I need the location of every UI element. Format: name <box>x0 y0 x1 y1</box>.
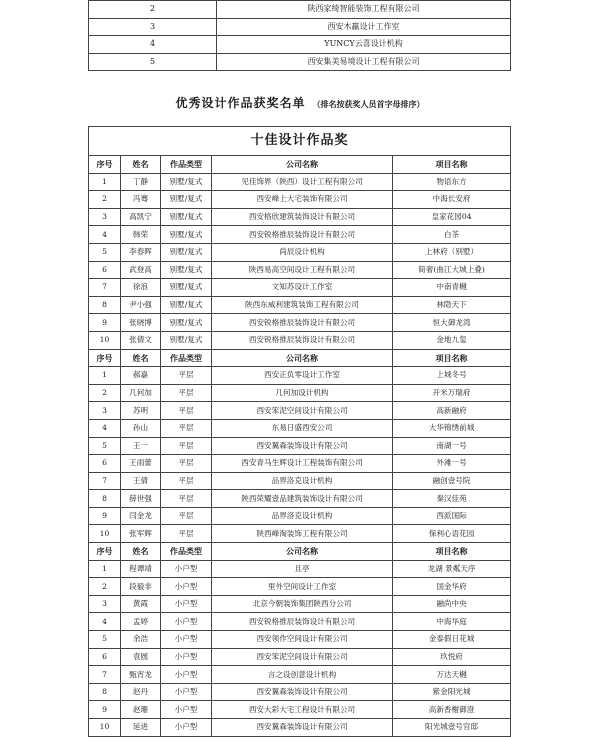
designer-name: 孟婷 <box>121 613 161 631</box>
row-number: 1 <box>89 367 121 385</box>
row-number: 6 <box>89 648 121 666</box>
row-number: 4 <box>89 36 217 54</box>
section-title: 优秀设计作品获奖名单 <box>175 96 306 110</box>
project-name: 外滩一号 <box>393 455 511 473</box>
work-type: 平层 <box>161 367 212 385</box>
table-header-row <box>89 156 511 174</box>
work-type: 平层 <box>161 507 212 525</box>
row-number: 10 <box>89 719 121 737</box>
company-name: 西安锐格推辰装饰设计有限公司 <box>212 613 393 631</box>
project-name: 融尚中央 <box>393 595 511 613</box>
company-name: 见佳饰界（陕西）设计工程有限公司 <box>212 173 393 191</box>
work-type: 平层 <box>161 402 212 420</box>
work-type: 平层 <box>161 455 212 473</box>
project-name: 金泰假日花城 <box>393 631 511 649</box>
company-name: 陕西峰淘装饰工程有限公司 <box>212 525 393 543</box>
table-row <box>89 507 511 525</box>
row-number: 4 <box>89 226 121 244</box>
company-name: 西安集美易境设计工程有限公司 <box>217 53 511 71</box>
designer-name: 闫金龙 <box>121 507 161 525</box>
work-type: 小户型 <box>161 560 212 578</box>
table-row <box>89 314 511 332</box>
designer-name: 余浩 <box>121 631 161 649</box>
row-number: 2 <box>89 1 217 19</box>
company-list-row <box>89 18 511 36</box>
project-name: 保利心语花园 <box>393 525 511 543</box>
company-name: 言之设创意设计机构 <box>212 666 393 684</box>
company-name: YUNCY云喜设计机构 <box>217 36 511 54</box>
company-name: 西安翼森装饰设计有限公司 <box>212 437 393 455</box>
row-number: 7 <box>89 666 121 684</box>
project-name: 林隐天下 <box>393 296 511 314</box>
work-type: 别墅/复式 <box>161 191 212 209</box>
company-name: 西安格欣建筑装饰设计有限公司 <box>212 208 393 226</box>
company-name: 陕西易高空间设计工程有限公司 <box>212 261 393 279</box>
work-type: 别墅/复式 <box>161 296 212 314</box>
company-name: 西安木羸设计工作室 <box>217 18 511 36</box>
award-table-title-row <box>89 127 511 156</box>
row-number: 2 <box>89 384 121 402</box>
table-row <box>89 191 511 209</box>
header-company: 公司名称 <box>212 156 393 174</box>
table-row <box>89 560 511 578</box>
table-row <box>89 296 511 314</box>
table-row <box>89 595 511 613</box>
project-name: 秦汉佳苑 <box>393 490 511 508</box>
work-type: 小户型 <box>161 666 212 684</box>
header-project: 项目名称 <box>393 349 511 367</box>
project-name: 玖悦府 <box>393 648 511 666</box>
project-name: 融创壹号院 <box>393 472 511 490</box>
work-type: 别墅/复式 <box>161 331 212 349</box>
designer-name: 黄霞 <box>121 595 161 613</box>
company-name: 北京今朝装饰集团陕西分公司 <box>212 595 393 613</box>
company-list-row <box>89 1 511 19</box>
designer-name: 高凯宁 <box>121 208 161 226</box>
project-name: 紫金阳光城 <box>393 683 511 701</box>
header-no: 序号 <box>89 156 121 174</box>
table-header-row <box>89 543 511 561</box>
company-name: 文知苏设计工作室 <box>212 279 393 297</box>
designer-name: 苏明 <box>121 402 161 420</box>
company-name: 陕西家绮智能装饰工程有限公司 <box>217 1 511 19</box>
header-type: 作品类型 <box>161 543 212 561</box>
table-row <box>89 631 511 649</box>
company-name: 西安笨泥空间设计有限公司 <box>212 648 393 666</box>
project-name: 恒大御龙湾 <box>393 314 511 332</box>
row-number: 6 <box>89 261 121 279</box>
company-name: 西安青马生辉设计工程装饰有限公司 <box>212 455 393 473</box>
work-type: 别墅/复式 <box>161 208 212 226</box>
company-list-body <box>89 1 511 71</box>
company-name: 品界洛克设计机构 <box>212 507 393 525</box>
work-type: 平层 <box>161 490 212 508</box>
work-type: 别墅/复式 <box>161 226 212 244</box>
designer-name: 几何加 <box>121 384 161 402</box>
project-name: 南湖一号 <box>393 437 511 455</box>
designer-name: 张晓博 <box>121 314 161 332</box>
header-no: 序号 <box>89 543 121 561</box>
project-name: 上林府（别墅） <box>393 243 511 261</box>
row-number: 6 <box>89 455 121 473</box>
row-number: 8 <box>89 296 121 314</box>
project-name: 物语东方 <box>393 173 511 191</box>
project-name: 中海长安府 <box>393 191 511 209</box>
designer-name: 张倩文 <box>121 331 161 349</box>
work-type: 别墅/复式 <box>161 173 212 191</box>
project-name: 开米万瑞府 <box>393 384 511 402</box>
table-row <box>89 472 511 490</box>
row-number: 7 <box>89 472 121 490</box>
header-name: 姓名 <box>121 349 161 367</box>
project-name: 中海华庭 <box>393 613 511 631</box>
company-name: 西安翼森装饰设计有限公司 <box>212 719 393 737</box>
work-type: 小户型 <box>161 631 212 649</box>
work-type: 小户型 <box>161 701 212 719</box>
table-row <box>89 367 511 385</box>
row-number: 10 <box>89 525 121 543</box>
project-name: 龙湖 景粼天序 <box>393 560 511 578</box>
work-type: 小户型 <box>161 683 212 701</box>
work-type: 小户型 <box>161 648 212 666</box>
company-name: 西安锐格推辰装饰设计有限公司 <box>212 314 393 332</box>
project-name: 上城冬号 <box>393 367 511 385</box>
project-name: 西派国际 <box>393 507 511 525</box>
header-name: 姓名 <box>121 543 161 561</box>
row-number: 10 <box>89 331 121 349</box>
row-number: 5 <box>89 243 121 261</box>
company-name: 东易日盛西安公司 <box>212 419 393 437</box>
designer-name: 延进 <box>121 719 161 737</box>
company-name: 陕西东威利建筑装饰工程有限公司 <box>212 296 393 314</box>
project-name: 中南青樾 <box>393 279 511 297</box>
company-name: 里外空间设计工作室 <box>212 578 393 596</box>
row-number: 1 <box>89 173 121 191</box>
header-type: 作品类型 <box>161 156 212 174</box>
designer-name: 武登高 <box>121 261 161 279</box>
company-name: 品界洛克设计机构 <box>212 472 393 490</box>
table-row <box>89 613 511 631</box>
project-name: 万达天樾 <box>393 666 511 684</box>
company-list-row <box>89 53 511 71</box>
row-number: 9 <box>89 314 121 332</box>
table-row <box>89 243 511 261</box>
row-number: 8 <box>89 683 121 701</box>
company-name: 几何加设计机构 <box>212 384 393 402</box>
designer-name: 王倩 <box>121 472 161 490</box>
company-name: 西安大彩大宅工程设计有限公司 <box>212 701 393 719</box>
project-name: 高新香榭御澄 <box>393 701 511 719</box>
table-row <box>89 490 511 508</box>
work-type: 小户型 <box>161 595 212 613</box>
header-company: 公司名称 <box>212 543 393 561</box>
table-row <box>89 226 511 244</box>
company-name: 西安锐格推辰装饰设计有限公司 <box>212 331 393 349</box>
project-name: 阳光城壹号官邸 <box>393 719 511 737</box>
table-row <box>89 701 511 719</box>
table-header-row <box>89 349 511 367</box>
work-type: 小户型 <box>161 719 212 737</box>
award-table-title: 十佳设计作品奖 <box>89 127 511 156</box>
designer-name: 赵丹 <box>121 683 161 701</box>
company-name: 西安领作空间设计有限公司 <box>212 631 393 649</box>
table-row <box>89 208 511 226</box>
designer-name: 徐浪 <box>121 279 161 297</box>
designer-name: 甄宵龙 <box>121 666 161 684</box>
designer-name: 孙山 <box>121 419 161 437</box>
project-name: 皇家花园04 <box>393 208 511 226</box>
company-name: 西安笨泥空间设计有限公司 <box>212 402 393 420</box>
company-list-table <box>88 0 511 71</box>
company-name: 陕西荣耀壹品建筑装饰设计有限公司 <box>212 490 393 508</box>
table-row <box>89 683 511 701</box>
company-name: 且亭 <box>212 560 393 578</box>
table-row <box>89 578 511 596</box>
designer-name: 程谭靖 <box>121 560 161 578</box>
work-type: 别墅/复式 <box>161 314 212 332</box>
company-name: 西安正负零设计工作室 <box>212 367 393 385</box>
work-type: 别墅/复式 <box>161 279 212 297</box>
company-name: 西安翼森装饰设计有限公司 <box>212 683 393 701</box>
project-name: 金地九玺 <box>393 331 511 349</box>
designer-name: 韩荣 <box>121 226 161 244</box>
project-name: 大华锦绣前城 <box>393 419 511 437</box>
award-table-body <box>89 127 511 737</box>
row-number: 8 <box>89 490 121 508</box>
table-row <box>89 279 511 297</box>
designer-name: 郝嘉 <box>121 367 161 385</box>
header-project: 项目名称 <box>393 543 511 561</box>
work-type: 平层 <box>161 419 212 437</box>
table-row <box>89 173 511 191</box>
row-number: 3 <box>89 208 121 226</box>
section-heading <box>0 92 600 111</box>
work-type: 平层 <box>161 472 212 490</box>
designer-name: 赵珊 <box>121 701 161 719</box>
header-no: 序号 <box>89 349 121 367</box>
row-number: 7 <box>89 279 121 297</box>
designer-name: 丁静 <box>121 173 161 191</box>
row-number: 4 <box>89 613 121 631</box>
table-row <box>89 384 511 402</box>
table-row <box>89 331 511 349</box>
company-name: 尚辰设计机构 <box>212 243 393 261</box>
project-name: 国金华府 <box>393 578 511 596</box>
header-project: 项目名称 <box>393 156 511 174</box>
designer-name: 薛世强 <box>121 490 161 508</box>
row-number: 1 <box>89 560 121 578</box>
work-type: 别墅/复式 <box>161 261 212 279</box>
designer-name: 段毅非 <box>121 578 161 596</box>
row-number: 2 <box>89 191 121 209</box>
work-type: 小户型 <box>161 613 212 631</box>
table-row <box>89 666 511 684</box>
designer-name: 冯骞 <box>121 191 161 209</box>
row-number: 9 <box>89 507 121 525</box>
row-number: 3 <box>89 595 121 613</box>
table-row <box>89 525 511 543</box>
work-type: 小户型 <box>161 578 212 596</box>
table-row <box>89 719 511 737</box>
table-row <box>89 419 511 437</box>
designer-name: 王雨蕾 <box>121 455 161 473</box>
table-row <box>89 455 511 473</box>
row-number: 3 <box>89 402 121 420</box>
header-company: 公司名称 <box>212 349 393 367</box>
table-row <box>89 648 511 666</box>
project-name: 简奢(曲江大城上叠) <box>393 261 511 279</box>
company-list-row <box>89 36 511 54</box>
row-number: 3 <box>89 18 217 36</box>
company-name: 西安锐格推辰装饰设计有限公司 <box>212 226 393 244</box>
designer-name: 尹小强 <box>121 296 161 314</box>
row-number: 5 <box>89 53 217 71</box>
work-type: 平层 <box>161 525 212 543</box>
designer-name: 袁圆 <box>121 648 161 666</box>
table-row <box>89 437 511 455</box>
row-number: 2 <box>89 578 121 596</box>
table-row <box>89 261 511 279</box>
work-type: 别墅/复式 <box>161 243 212 261</box>
row-number: 4 <box>89 419 121 437</box>
company-name: 西安峰上大宅装饰有限公司 <box>212 191 393 209</box>
header-type: 作品类型 <box>161 349 212 367</box>
designer-name: 李春晖 <box>121 243 161 261</box>
row-number: 9 <box>89 701 121 719</box>
table-row <box>89 402 511 420</box>
designer-name: 张军辉 <box>121 525 161 543</box>
section-note: （排名按获奖人员首字母排序） <box>312 100 425 109</box>
row-number: 5 <box>89 631 121 649</box>
header-name: 姓名 <box>121 156 161 174</box>
award-table <box>88 126 511 737</box>
row-number: 5 <box>89 437 121 455</box>
work-type: 平层 <box>161 384 212 402</box>
project-name: 高新融府 <box>393 402 511 420</box>
designer-name: 王一 <box>121 437 161 455</box>
project-name: 白茶 <box>393 226 511 244</box>
work-type: 平层 <box>161 437 212 455</box>
